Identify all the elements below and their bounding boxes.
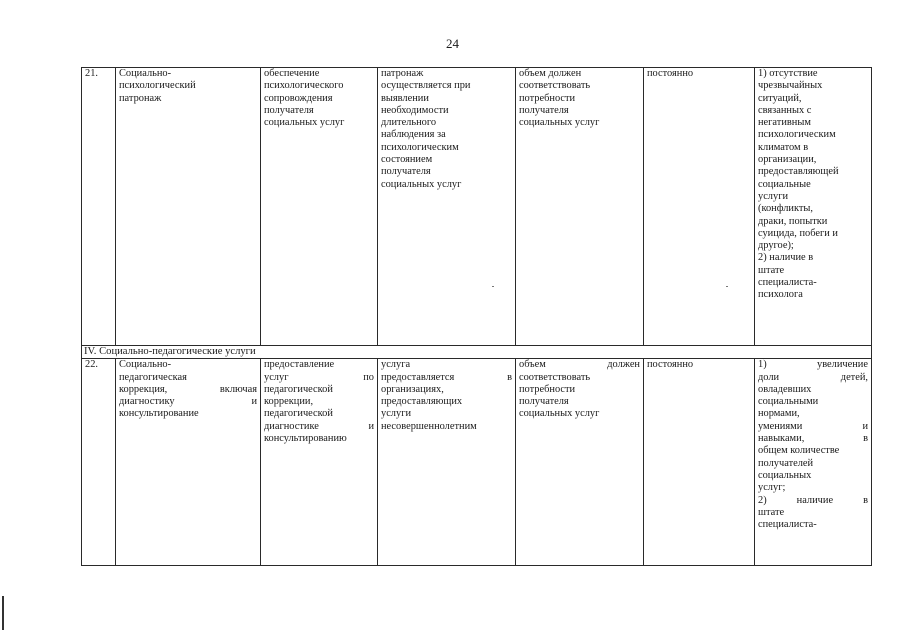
cell-text-line: психологическим (381, 141, 459, 153)
cell-word: педагогической (264, 408, 333, 420)
cell-text-line (264, 384, 374, 396)
cell-text-line: климатом в (758, 141, 809, 153)
section-title: IV. Социально-педагогические услуги (82, 346, 872, 359)
cell-text-line: социальные (758, 178, 811, 190)
cell-word: и (368, 420, 374, 432)
page-number: 24 (446, 36, 459, 51)
cell-text-line (381, 396, 512, 408)
cell-text-line: негативным (758, 117, 811, 129)
cell-word: штате (758, 506, 785, 518)
cell-text-line: длительного (381, 117, 437, 129)
cell-word: предоставление (264, 359, 335, 371)
cell-text-line: 2) наличие в (758, 252, 814, 264)
cell-word: 2) (758, 494, 767, 506)
service-name-cell (116, 359, 261, 566)
cell-text-line: связанных с (758, 104, 812, 116)
cell-word: педагогическая (119, 371, 187, 383)
cell-text-line: предоставляющей (758, 166, 839, 178)
cell-text-line (264, 372, 374, 384)
cell-text-line: Социально- (119, 68, 172, 79)
cell-text-line (119, 359, 257, 371)
cell-text-line (119, 396, 257, 408)
cell-word: увеличение (817, 359, 868, 371)
cell-word: коррекции, (264, 396, 314, 408)
cell-text-line: соответствовать (519, 80, 591, 92)
cell-text-line (381, 372, 512, 384)
cell-text-line (119, 408, 257, 420)
cell-word: организациях, (381, 383, 444, 395)
cell-word: диагностику (119, 396, 175, 408)
cell-word: 1) (758, 359, 767, 371)
cell-text-line: психологического (264, 80, 344, 92)
cell-word: педагогической (264, 383, 333, 395)
cell-word: консультирование (119, 408, 199, 420)
cell-word: объем (519, 359, 546, 371)
cell-text-line: состоянием (381, 154, 433, 166)
cell-word: Социально- (119, 359, 172, 371)
scan-speck (726, 286, 728, 287)
cell-word: наличие (796, 494, 834, 506)
cell-text-line: наблюдения за (381, 129, 446, 141)
cell-word: соответствовать (519, 371, 591, 383)
cell-text-line: другое); (758, 240, 794, 252)
cell-text-line (519, 384, 640, 396)
cell-word: по (363, 371, 374, 383)
cell-word: нормами, (758, 408, 800, 420)
scan-margin-mark (2, 596, 4, 630)
service-conditions-cell (378, 359, 516, 566)
cell-word: общем количестве (758, 445, 840, 457)
cell-word: консультированию (264, 433, 347, 445)
cell-word: должен (607, 359, 640, 371)
cell-word: доли (758, 371, 780, 383)
cell-word: предоставляющих (381, 396, 463, 408)
cell-text-line: штате (758, 264, 785, 276)
cell-text-line: специалиста- (758, 277, 817, 289)
cell-text-line (758, 519, 868, 531)
row-number-cell (82, 359, 116, 566)
cell-text-line: получателя (519, 104, 569, 116)
cell-text-line: (конфликты, (758, 203, 813, 215)
service-term-cell (644, 359, 755, 566)
cell-word: включая (219, 383, 257, 395)
cell-text-line: ситуаций, (758, 92, 802, 104)
service-name-cell (116, 68, 261, 346)
cell-text-line (758, 482, 868, 494)
cell-text-line (381, 408, 512, 420)
cell-text-line (381, 384, 512, 396)
cell-word: предоставляется (381, 371, 455, 383)
cell-word: и (862, 420, 868, 432)
cell-text-line (758, 396, 868, 408)
cell-word: детей, (840, 371, 868, 383)
cell-text-line: потребности (519, 92, 576, 104)
cell-text-line (758, 495, 868, 507)
cell-text-line: обеспечение (264, 68, 320, 79)
cell-text-line: сопровождения (264, 92, 333, 104)
cell-word: и (251, 396, 257, 408)
cell-text-line (758, 458, 868, 470)
cell-text-line (381, 359, 512, 371)
quality-indicators-cell (755, 359, 872, 566)
cell-text-line: получателя (264, 104, 314, 116)
cell-text-line (264, 359, 374, 371)
cell-text-line: социальных услуг (519, 117, 600, 129)
cell-word: потребности (519, 383, 576, 395)
service-volume-cell (516, 68, 644, 346)
cell-text-line: психолога (758, 289, 803, 301)
cell-text-line: выявлении (381, 92, 429, 104)
cell-text-line: драки, попытки (758, 215, 828, 227)
cell-text-line (758, 372, 868, 384)
service-description-cell (261, 68, 378, 346)
cell-text-line (519, 372, 640, 384)
cell-word: в (507, 371, 512, 383)
cell-text-line (758, 433, 868, 445)
cell-word: умениями (758, 420, 803, 432)
service-term: постоянно (647, 359, 694, 371)
cell-text-line: 1) отсутствие (758, 68, 818, 79)
cell-text-line (119, 384, 257, 396)
cell-text-line: получателя (381, 166, 431, 178)
cell-word: в (863, 433, 868, 445)
cell-word: получателя (519, 396, 569, 408)
cell-text-line: патронаж (381, 68, 424, 79)
cell-text-line (758, 384, 868, 396)
cell-text-line: суицида, побеги и (758, 227, 838, 239)
cell-text-line (519, 408, 640, 420)
cell-text-line: социальных услуг (381, 178, 462, 190)
cell-word: несовершеннолетним (381, 420, 477, 432)
cell-text-line: социальных услуг (264, 117, 345, 129)
cell-word: социальных услуг (519, 408, 600, 420)
cell-text-line (264, 433, 374, 445)
cell-text-line (758, 507, 868, 519)
cell-text-line (758, 421, 868, 433)
cell-word: диагностике (264, 420, 319, 432)
cell-text-line: патронаж (119, 92, 162, 104)
cell-word: услуги (381, 408, 412, 420)
scan-speck (492, 286, 494, 287)
cell-text-line (519, 359, 640, 371)
table-row (82, 359, 872, 566)
cell-text-line: организации, (758, 154, 817, 166)
quality-indicators-cell (755, 68, 872, 346)
service-term-cell (644, 68, 755, 346)
service-description-cell (261, 359, 378, 566)
cell-text-line (119, 372, 257, 384)
cell-word: навыками, (758, 433, 805, 445)
cell-text-line: услуги (758, 190, 789, 202)
service-volume-cell (516, 359, 644, 566)
cell-text-line (758, 470, 868, 482)
cell-text-line: психологический (119, 80, 196, 92)
cell-word: коррекция, (119, 383, 168, 395)
cell-word: услуг; (758, 482, 786, 494)
cell-text-line (758, 408, 868, 420)
cell-text-line: необходимости (381, 104, 449, 116)
cell-text-line (264, 396, 374, 408)
cell-text-line: чрезвычайных (758, 80, 823, 92)
cell-word: услуга (381, 359, 411, 371)
cell-text-line (758, 445, 868, 457)
cell-text-line (264, 408, 374, 420)
cell-text-line: объем должен (519, 68, 582, 79)
cell-word: социальными (758, 396, 819, 408)
cell-word: овладевших (758, 383, 812, 395)
cell-text-line (758, 359, 868, 371)
cell-word: услуг (264, 371, 289, 383)
cell-word: в (863, 494, 868, 506)
services-table (81, 67, 872, 566)
cell-text-line: осуществляется при (381, 80, 471, 92)
cell-text-line (264, 421, 374, 433)
service-term: постоянно (647, 68, 694, 79)
cell-word: специалиста- (758, 519, 817, 531)
row-number: 22. (85, 359, 98, 371)
cell-text-line: психологическим (758, 129, 836, 141)
row-number: 21. (85, 68, 98, 79)
table-row (82, 68, 872, 346)
cell-word: получателей (758, 457, 814, 469)
cell-text-line (381, 421, 512, 433)
service-conditions-cell (378, 68, 516, 346)
section-header-row (82, 346, 872, 359)
cell-text-line (519, 396, 640, 408)
cell-word: социальных (758, 469, 812, 481)
row-number-cell (82, 68, 116, 346)
